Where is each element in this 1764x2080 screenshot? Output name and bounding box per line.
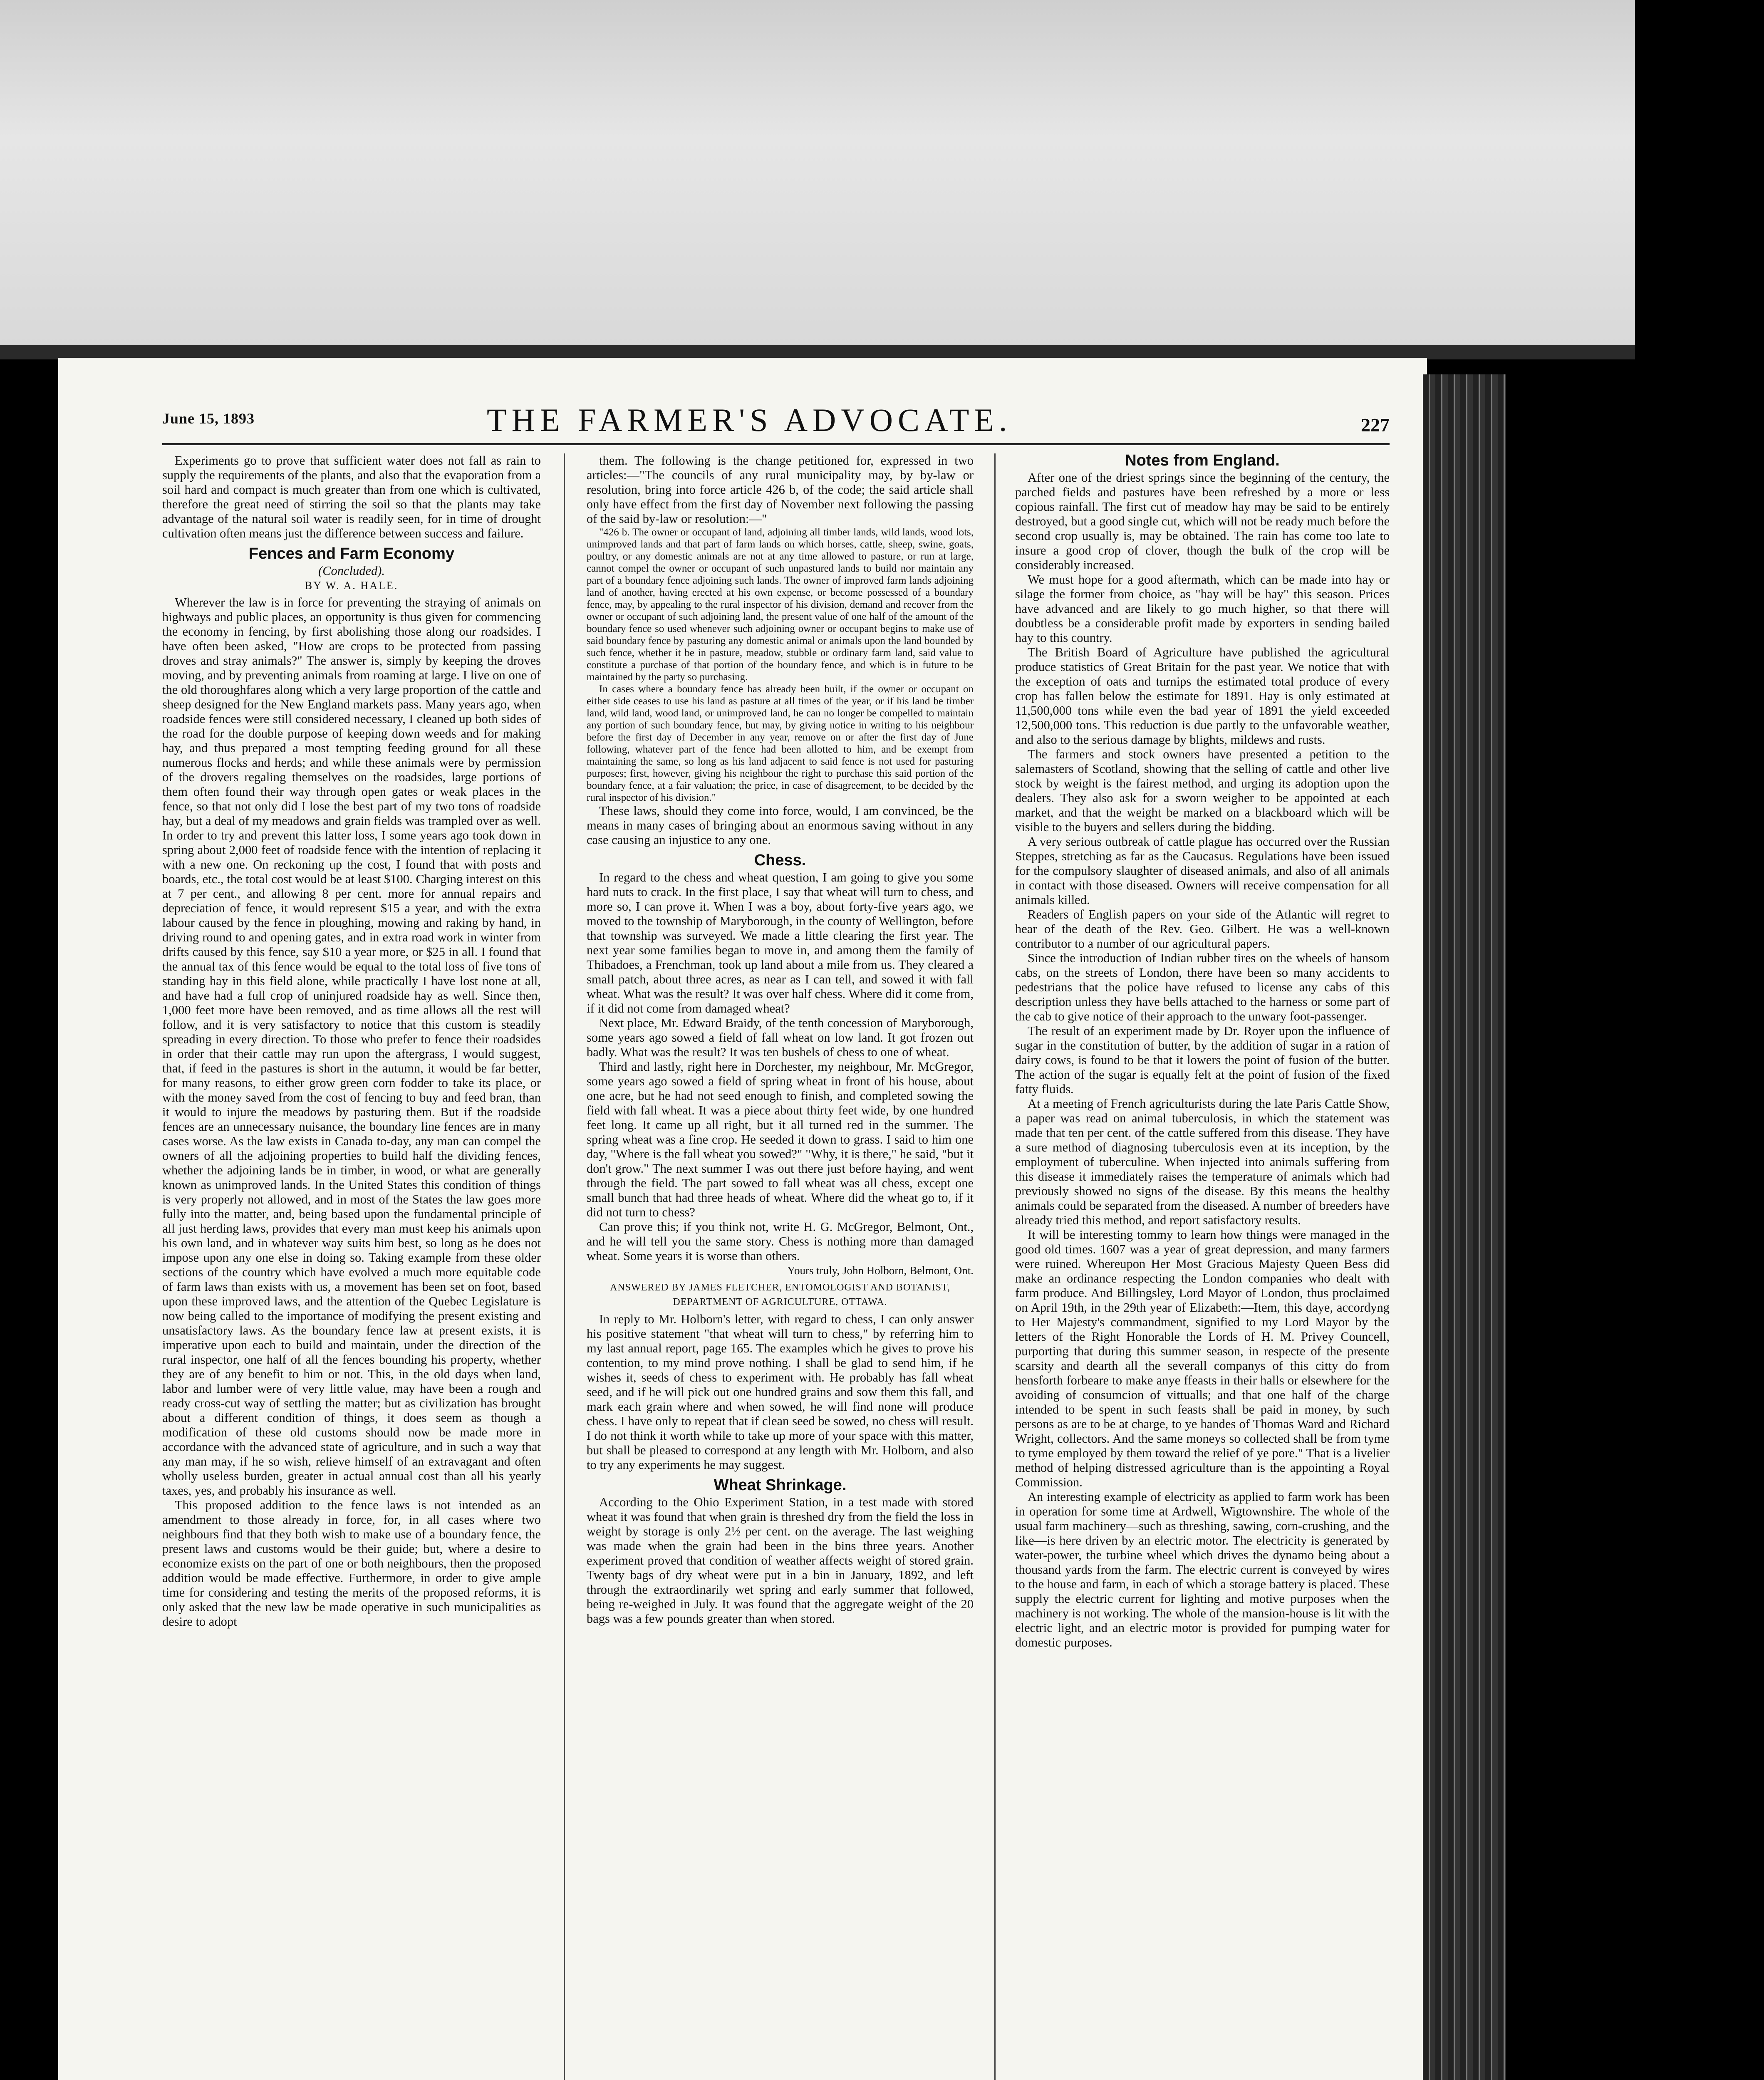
scan-border-right: [1635, 0, 1764, 2080]
article-title: Fences and Farm Economy: [248, 545, 455, 562]
page-number: 227: [1361, 414, 1390, 436]
column-2: [587, 453, 974, 2080]
quoted-law-text: "426 b. The owner or occupant of land, adjoining all timber lands, wild lands, wood lots, unimproved lands and that part of farm lands on which horses, cattle, sheep, swine, goats, poultry, or any domestic animals are not at any time allowed to pasture, or run at large, cannot compel the owner or occupant of such unpastured lands to build nor maintain any part of a boundary fence adjoining such lands. The owner of improved farm lands adjoining land of another, having erected at his own expense, or become possessed of a boundary fence, may, by appealing to the rural inspector of his division, demand and recover from the owner or occupant of such adjoining land, the present value of one half of the amount of the boundary fence so used whenever such adjoining owner or occupant begins to make use of said boundary fence by pasturing any domestic animal or animals upon the land bounded by such fence, whether it be in pasture, meadow, stubble or ordinary farm land, said value to constitute a purchase of that portion of the boundary fence, and which is in future to be maintained by the party so purchasing.: [587, 527, 974, 683]
article-paragraph: The British Board of Agriculture have published the agricultural produce statistics of Great Britain for the past year. We notice that with the exception of oats and turnips the estimated total produce of every crop has fallen below the estimate for 1891. Hay is only estimated at 11,500,000 tons while even the bad year of 1891 the yield exceeded 12,500,000 tons. This reduction is due partly to the unfavorable weather, and also to the serious damage by blights, mildews and rusts.: [1015, 645, 1390, 747]
article-paragraph: them. The following is the change petitioned for, expressed in two articles:—"The councils of any rural municipality may, by by-law or resolution, bring into force article 426 b, of the code; the said article shall only have effect from the first day of November next following the passing of the said by-law or resolution:—": [587, 453, 974, 526]
page-fold-shadow: [0, 345, 1635, 359]
masthead: THE FARMER'S ADVOCATE.: [487, 402, 1012, 438]
article-paragraph: According to the Ohio Experiment Station, in a test made with stored wheat it was found that when grain is threshed dry from the field the loss in weight by storage is only 2½ per cent. on the average. The last weighing was made when the grain had been in the bins three years. Another experiment proved that condition of weather affects weight of stored grain. Twenty bags of dry wheat were put in a bin in January, 1892, and left through the extraordinarily wet spring and early summer that followed, being re-weighed in July. It was found that the aggregate weight of the 20 bags was a few pounds greater than when stored.: [587, 1495, 974, 1626]
article-title: Chess.: [754, 852, 806, 869]
byline: BY W. A. HALE.: [305, 579, 399, 592]
article-paragraph: Third and lastly, right here in Dorchester, my neighbour, Mr. McGregor, some years ago sowed a field of spring wheat in front of his house, about one acre, but he had not seed enough to finish, and completed sowing the field with fall wheat. It was a piece about thirty feet wide, by one hundred feet long. It came up all right, but it all turned red in the summer. The spring wheat was a fine crop. He seeded it down to grass. I said to him one day, "Where is the fall wheat you sowed?" "Why, it is there," he said, "but it don't grow." The next summer I was out there just before haying, and went through the field. The part sowed to fall wheat was all chess, except one small bunch that had three heads of wheat. Where did the wheat go to, if it did not turn to chess?: [587, 1060, 974, 1219]
article-paragraph: The farmers and stock owners have presented a petition to the salemasters of Scotland, showing that the selling of cattle and other live stock by weight is the fairest method, and urging its adoption upon the dealers. They also ask for a sworn weigher to be appointed at each market, and that the weight be marked on a blackboard which will be visible to the buyers and sellers during the bidding.: [1015, 747, 1390, 834]
article-paragraph: We must hope for a good aftermath, which can be made into hay or silage the former from choice, as "hay will be hay" this season. Prices have advanced and are likely to go much higher, so that there will doubtless be a considerable profit made by exporters in sending bailed hay to this country.: [1015, 572, 1390, 645]
article-paragraph: Readers of English papers on your side of the Atlantic will regret to hear of the death of the Rev. Geo. Gilbert. He was a well-known contributor to a number of our agricultural papers.: [1015, 907, 1390, 951]
issue-date: June 15, 1893: [162, 410, 255, 427]
article-paragraph: At a meeting of French agriculturists during the late Paris Cattle Show, a paper was read on animal tuberculosis, in which the statement was made that ten per cent. of the cattle suffered from this disease. They have a sure method of diagnosing tuberculosis even at its inception, by the employment of tuberculine. When injected into animals suffering from this disease it immediately raises the temperature of animals which had previously showed no signs of the disease. By this means the healthy animals could be separated from the diseased. A number of breeders have already tried this method, and report satisfactory results.: [1015, 1097, 1390, 1227]
column-divider: [994, 453, 996, 2080]
column-3: [1015, 453, 1390, 2080]
article-paragraph: Can prove this; if you think not, write H. G. McGregor, Belmont, Ont., and he will tell you the same story. Chess is nothing more than damaged wheat. Some years it is worse than others.: [587, 1220, 974, 1263]
article-paragraph: Experiments go to prove that sufficient water does not fall as rain to supply the requirements of the plants, and also that the evaporation from a soil hard and compact is much greater than from one which is cultivated, therefore the great need of stirring the soil so that the plants may take advantage of the natural soil water is readily seen, for in time of drought cultivation often means just the difference between success and failure.: [162, 453, 541, 540]
article-title: Notes from England.: [1125, 453, 1280, 469]
letter-signature: Yours truly, John Holborn, Belmont, Ont.: [787, 1264, 974, 1277]
article-paragraph: It will be interesting tommy to learn how things were managed in the good old times. 1607 was a year of great depression, and many farmers were ruined. Whereupon Her Most Gracious Majesty Queen Bess did make an ordinance respecting the London companies who dealt with farm produce. And Billingsley, Lord Mayor of London, thus proclaimed on April 19th, in the 29th year of Elizabeth:—Item, this daye, accordyng to Her Majesty's commandment, signified to my Lord Mayor by the letters of the Right Honorable the Lords of H. M. Privey Councell, purporting that during this summer season, in respecte of the presente scarsity and dearth all the severall companys of this citty do from hensforth forbeare to make anye ffeasts in their halls or elsewhere for the avoiding of consumcion of vittualls; and that one half of the charge intended to be spent in such feasts shall be paid in money, by such persons as are to be at charge, to ye handes of Thomas Ward and Richard Wright, collectors. And the same moneys so collected shall be from tyme to tyme employed by them toward the relief of ye pore." That is a livelier method of helping distressed agriculture than is the appointing a Royal Commission.: [1015, 1228, 1390, 1489]
answer-heading: ANSWERED BY JAMES FLETCHER, ENTOMOLOGIST AND BOTANIST, DEPARTMENT OF AGRICULTURE, OTTAWA.: [610, 1282, 950, 1307]
article-paragraph: An interesting example of electricity as applied to farm work has been in operation for some time at Ardwell, Wigtownshire. The whole of the usual farm machinery—such as threshing, sawing, corn-crushing, and the like—is here driven by an electric motor. The electricity is generated by water-power, the turbine wheel which drives the dynamo being about a thousand yards from the farm. The electric current is conveyed by wires to the house and farm, in each of which a storage battery is placed. These supply the electric current for lighting and motive purposes when the machinery is not working. The whole of the mansion-house is lit with the electric light, and an electric motor is provided for pumping water for domestic purposes.: [1015, 1490, 1390, 1649]
header-rule: [162, 443, 1390, 445]
article-subtitle: (Concluded).: [318, 564, 385, 578]
column-divider: [564, 453, 565, 2080]
article-paragraph: In regard to the chess and wheat question, I am going to give you some hard nuts to crack. In the first place, I say that wheat will turn to chess, and more so, I can prove it. When I was a boy, about forty-five years ago, we moved to the township of Maryborough, in the county of Wellington, before that township was surveyed. We made a little clearing the first year. The next year some families began to move in, and among them the family of Thibadoes, a Frenchman, took up land about a mile from us. They cleared a small patch, about three acres, as near as I can tell, and sowed it with fall wheat. What was the result? It was over half chess. Where did it come from, if it did not come from damaged wheat?: [587, 870, 974, 1015]
newspaper-page: [58, 358, 1427, 2080]
quoted-law-text: In cases where a boundary fence has already been built, if the owner or occupant on either side ceases to use his land as pasture at all times of the year, or if his land be timber land, wild land, wood land, or unimproved land, he can no longer be compelled to maintain any portion of such boundary fence, but may, by giving notice in writing to his neighbour before the first day of December in any year, remove on or after the first day of June following, whatever part of the fence had been allotted to him, and be exempt from maintaining the same, so long as his land adjacent to said fence is not used for pasturing purposes; first, however, giving his neighbour the right to purchase this said portion of the boundary fence, at a fair valuation; the price, in case of disagreement, to be decided by the rural inspector of his division.": [587, 683, 974, 803]
article-paragraph: After one of the driest springs since the beginning of the century, the parched fields and pastures have been refreshed by a more or less copious rainfall. The first cut of meadow hay may be said to be entirely destroyed, but a good single cut, which will not be ready much before the second crop usually is, may be obtained. The rain has come too late to insure a good crop of clover, though the bulk of the crop will be considerably increased.: [1015, 470, 1390, 572]
article-paragraph: Wherever the law is in force for preventing the straying of animals on highways and public places, an opportunity is thus given for commencing the economy in fencing, by first abolishing those along our roadsides. I have often been asked, "How are crops to be protected from passing droves and stray animals?" The answer is, simply by keeping the droves moving, and by preventing animals from roaming at large. I live on one of the old thoroughfares along which a very large proportion of the cattle and sheep designed for the New England markets pass. Many years ago, when roadside fences were still considered necessary, I cleaned up both sides of the road for the double purpose of keeping down weeds and for making hay, and thus prepared a most tempting feeding ground for all these numerous flocks and herds; and while these animals were by permission of the drovers regaling themselves on the roadsides, large portions of them often found their way through open gates or weak places in the fence, so that not only did I lose the best part of my two tons of roadside hay, but a deal of my meadows and grain fields was trampled over as well. In order to try and prevent this latter loss, I some years ago took down in spring about 2,000 feet of roadside fence with the intention of replacing it with a new one. On reckoning up the cost, I found that with posts and boards, etc., the total cost would be at least $100. Charging interest on this at 7 per cent., and allowing 8 per cent. more for annual repairs and depreciation of fence, it would represent $15 a year, and with the extra labour caused by the fence in ploughing, mowing and raking by hand, in driving round to and opening gates, and in extra road work in winter from drifts caused by this fence, say $10 a year more, or $25 in all. I found that the annual tax of this fence would be equal to the total loss of five tons of standing hay in this field alone, while practically I have lost none at all, and have had a full crop of uninjured roadside hay as well. Since then, 1,000 feet more have been removed, and as time allows all the rest will follow, and it is very satisfactory to notice that this custom is steadily spreading in every direction. To those who prefer to fence their roadsides in order that their cattle may run upon the aftergrass, I would suggest, that, if feed in the pastures is short in the autumn, it would be far better, for many reasons, to either grow green corn fodder to take its place, or with the money saved from the cost of fencing to buy and feed bran, than it would to injure the meadows by pasturing them. But if the roadside fences are an unnecessary nuisance, the boundary line fences are in many cases worse. As the law exists in Canada to-day, any man can compel the owners of all the adjoining properties to build half the dividing fences, whether the adjoining lands be in timber, in wood, or what are generally known as unimproved lands. In the United States this condition of things is very properly not allowed, and in most of the States the law goes more fully into the matter, and, being based upon the fundamental principle of all just herding laws, provides that every man must keep his animals upon his own land, and in whatever way suits him best, so long as he does not impose upon any one else in doing so. Taking example from these older sections of the country which have evolved a much more equitable code of farm laws than exists with us, a movement has been set on foot, based upon these improved laws, and the attention of the Quebec Legislature is now being called to the importance of modifying the present existing and unsatisfactory laws. As the boundary fence law at present exists, it is imperative upon each to build and maintain, under the direction of the rural inspector, one half of all the fences bounding his property, whether they are of any benefit to him or not. This, in the old days when land, labor and lumber were of very little value, may have been a rough and ready cross-cut way of settling the matter; but as civilization has brought about a different condition of things, it does seem as though a modification of these old customs should now be made more in accordance with the advanced state of agriculture, and in such a way that any man may, if he so wish, relieve himself of an extravagant and often wholly useless burden, greater in actual annual cost than all his yearly taxes, yes, and probably his insurance as well.: [162, 595, 541, 1498]
running-head: [162, 397, 1390, 443]
article-paragraph: In reply to Mr. Holborn's letter, with regard to chess, I can only answer his positive statement "that wheat will turn to chess," by referring him to my last annual report, page 165. The examples which he gives to prove his contention, to my mind prove nothing. I shall be glad to send him, if he wishes it, seeds of chess to experiment with. He probably has fall wheat seed, and if he will pick out one hundred grains and sow them this fall, and mark each grain where and when sowed, he will find none will produce chess. I have only to repeat that if clean seed be sowed, no chess will result. I do not think it worth while to take up more of your space with this matter, but shall be pleased to correspond at any length with Mr. Holborn, and also to try any experiments he may suggest.: [587, 1312, 974, 1472]
article-title: Wheat Shrinkage.: [714, 1476, 847, 1494]
book-binding-pages: [1423, 374, 1506, 2080]
article-paragraph: Since the introduction of Indian rubber tires on the wheels of hansom cabs, on the streets of London, there have been so many accidents to pedestrians that the police have refused to license any cabs of this description unless they have bells attached to the harness or some part of the cab to give notice of their approach to the unwary foot-passenger.: [1015, 951, 1390, 1023]
article-paragraph: The result of an experiment made by Dr. Royer upon the influence of sugar in the constitution of butter, by the addition of sugar in a ration of dairy cows, is found to be that it lowers the point of fusion of the butter. The action of the sugar is equally felt at the point of fusion of the fixed fatty fluids.: [1015, 1024, 1390, 1096]
previous-page-edge: [0, 0, 1635, 345]
article-paragraph: Next place, Mr. Edward Braidy, of the tenth concession of Maryborough, some years ago sowed a field of fall wheat on low land. It got frozen out badly. What was the result? It was ten bushels of chess to one of wheat.: [587, 1016, 974, 1059]
column-1: [162, 453, 541, 2080]
page-content: [162, 397, 1390, 2080]
article-paragraph: A very serious outbreak of cattle plague has occurred over the Russian Steppes, stretching as far as the Caucasus. Regulations have been issued for the compulsory slaughter of diseased animals, and also of all animals in contact with those diseased. Owners will receive compensation for all animals killed.: [1015, 834, 1390, 907]
article-paragraph: This proposed addition to the fence laws is not intended as an amendment to those already in force, for, in all cases where two neighbours find that they both wish to make use of a boundary fence, the present laws and customs would be their guide; but, where a desire to economize exists on the part of one or both neighbours, then the proposed addition would be made effective. Furthermore, in order to give ample time for considering and testing the merits of the proposed reforms, it is only asked that the new law be made operative in such municipalities as desire to adopt: [162, 1498, 541, 1629]
article-paragraph: These laws, should they come into force, would, I am convinced, be the means in many cases of bringing about an enormous saving without in any case causing an injustice to any one.: [587, 804, 974, 847]
